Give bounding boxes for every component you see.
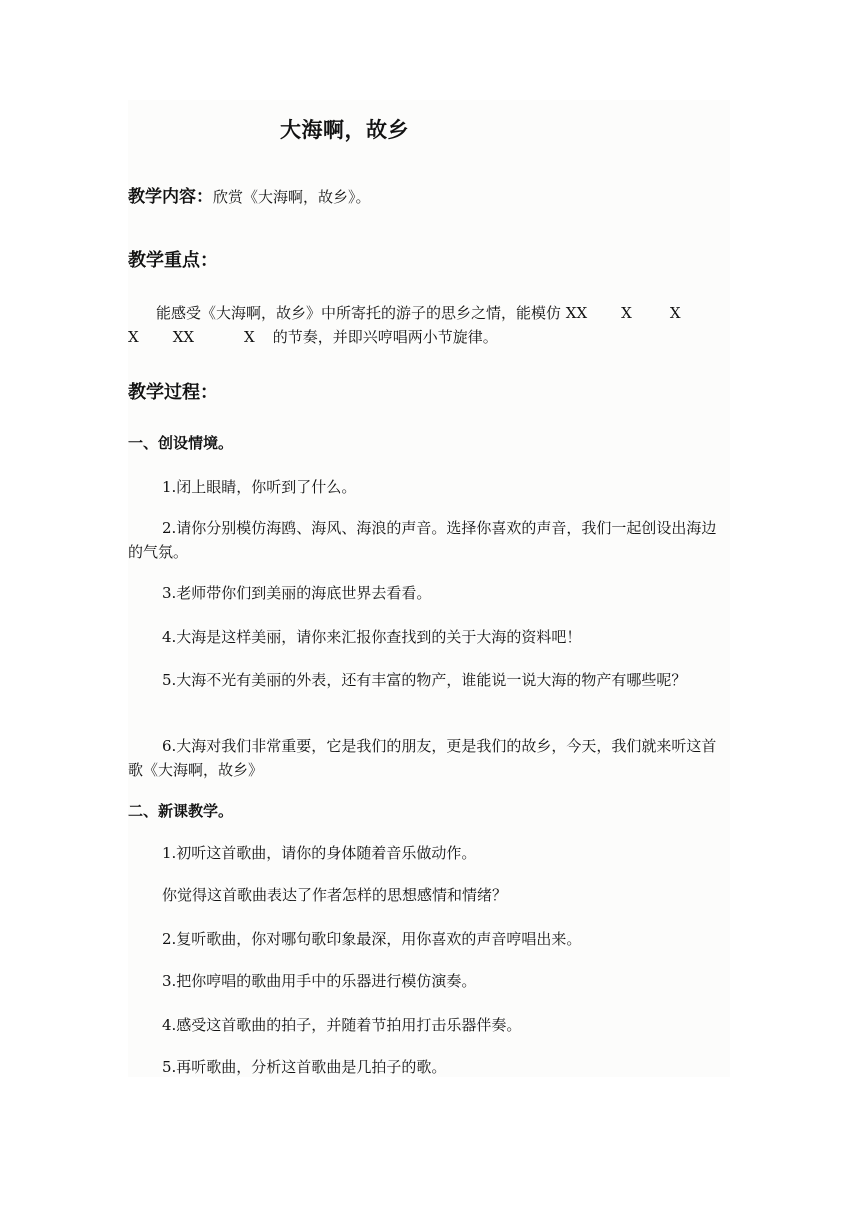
teaching-process-heading: 教学过程： [128,382,218,403]
list-item: 6.大海对我们非常重要，它是我们的朋友，更是我们的故乡，今天，我们就来听这首歌《大海啊，故乡》 [128,737,717,779]
page-title: 大海啊，故乡 [280,118,409,142]
teaching-key-text-a: 能感受《大海啊，故乡》中所寄托的游子的思乡之情，能模仿 XX [156,304,588,322]
rhythm-mark: X [244,328,255,346]
rhythm-mark: XX [172,328,195,346]
teaching-key-line-2 [128,326,498,347]
list-item: 2.请你分别模仿海鸥、海风、海浪的声音。选择你喜欢的声音，我们一起创设出海边的气氛。 [128,519,717,561]
teaching-key-line-1 [156,302,681,323]
teaching-content-line [128,182,371,207]
list-item: 5.再听歌曲，分析这首歌曲是几拍子的歌。 [162,1058,447,1076]
list-item: 1.初听这首歌曲，请你的身体随着音乐做动作。 [162,844,477,862]
section-2-heading: 二、新课教学。 [128,802,234,820]
list-item: 3.把你哼唱的歌曲用手中的乐器进行模仿演奏。 [162,972,477,990]
rhythm-mark: X [669,304,681,322]
rhythm-mark: X [621,304,632,322]
section-1-heading: 一、创设情境。 [128,434,234,452]
teaching-content-label: 教学内容： [128,187,213,207]
list-item: 4.感受这首歌曲的拍子，并随着节拍用打击乐器伴奏。 [162,1016,522,1034]
list-item: 2.复听歌曲，你对哪句歌印象最深，用你喜欢的声音哼唱出来。 [162,930,582,948]
list-item: 你觉得这首歌曲表达了作者怎样的思想感情和情绪？ [162,886,508,904]
teaching-key-heading: 教学重点： [128,250,218,271]
document-body [128,100,730,1077]
rhythm-mark: X [128,328,139,346]
teaching-key-text-b: 的节奏，并即兴哼唱两小节旋律。 [272,328,498,346]
list-item: 5.大海不光有美丽的外表，还有丰富的物产，谁能说一说大海的物产有哪些呢？ [162,671,687,689]
list-item: 4.大海是这样美丽，请你来汇报你查找到的关于大海的资料吧！ [162,628,582,646]
list-item: 1.闭上眼睛，你听到了什么。 [162,478,357,496]
list-item: 3.老师带你们到美丽的海底世界去看看。 [162,584,432,602]
teaching-content-value: 欣赏《大海啊，故乡》。 [213,188,371,206]
